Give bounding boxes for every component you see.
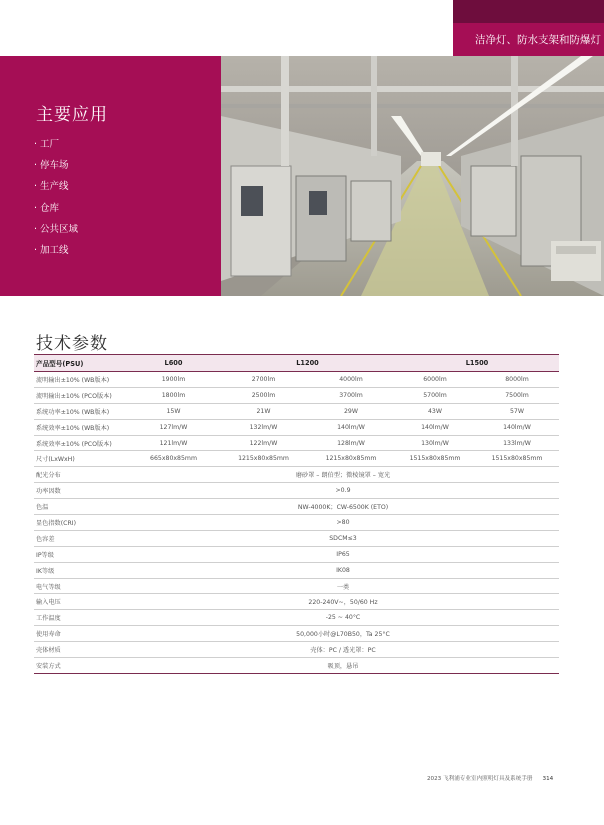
table-cell: 122lm/W bbox=[220, 435, 307, 451]
table-cell: 吸顶，悬吊 bbox=[127, 658, 559, 674]
table-cell: 140lm/W bbox=[395, 419, 475, 435]
table-cell: >0.9 bbox=[127, 483, 559, 499]
application-item: · 仓库 bbox=[34, 202, 60, 214]
table-cell: 15W bbox=[127, 403, 220, 419]
table-cell: 121lm/W bbox=[127, 435, 220, 451]
table-cell: 43W bbox=[395, 403, 475, 419]
table-row bbox=[34, 403, 559, 419]
table-cell: 1515x80x85mm bbox=[475, 451, 559, 467]
row-label: 配光分布 bbox=[34, 467, 127, 483]
table-cell: 21W bbox=[220, 403, 307, 419]
model-header-l1200: L1200 bbox=[220, 355, 395, 372]
table-row bbox=[34, 387, 559, 403]
table-row bbox=[34, 594, 559, 610]
table-cell: 665x80x85mm bbox=[127, 451, 220, 467]
table-row bbox=[34, 483, 559, 499]
table-cell: 1900lm bbox=[127, 372, 220, 388]
table-cell: 50,000小时@L70B50，Ta 25°C bbox=[127, 626, 559, 642]
specs-header-row bbox=[34, 355, 559, 372]
page-footer bbox=[427, 774, 553, 782]
row-label: 安装方式 bbox=[34, 658, 127, 674]
table-cell: -25 ~ 40°C bbox=[127, 610, 559, 626]
table-row bbox=[34, 642, 559, 658]
table-cell: >80 bbox=[127, 515, 559, 531]
application-item: · 公共区域 bbox=[34, 223, 79, 235]
table-cell: 140lm/W bbox=[475, 419, 559, 435]
table-cell: 128lm/W bbox=[307, 435, 395, 451]
row-label: 电气等级 bbox=[34, 578, 127, 594]
row-label: 流明输出±10% (WB版本) bbox=[34, 372, 127, 388]
application-item: · 停车场 bbox=[34, 160, 69, 172]
application-item: · 生产线 bbox=[34, 181, 69, 193]
table-cell: 一类 bbox=[127, 578, 559, 594]
table-row bbox=[34, 435, 559, 451]
applications-title: 主要应用 bbox=[36, 105, 108, 125]
table-row bbox=[34, 578, 559, 594]
specs-title: 技术参数 bbox=[36, 334, 108, 354]
row-label: IK等级 bbox=[34, 562, 127, 578]
row-label: 使用寿命 bbox=[34, 626, 127, 642]
table-row bbox=[34, 530, 559, 546]
table-cell: 2500lm bbox=[220, 387, 307, 403]
row-label: 壳体材质 bbox=[34, 642, 127, 658]
table-cell: 磨砂罩 – 朗伯型；微棱镜罩 – 宽光 bbox=[127, 467, 559, 483]
row-label: 显色指数(CRI) bbox=[34, 515, 127, 531]
category-tab bbox=[453, 0, 604, 56]
table-row bbox=[34, 419, 559, 435]
table-cell: 3700lm bbox=[307, 387, 395, 403]
table-row bbox=[34, 610, 559, 626]
table-cell: IK08 bbox=[127, 562, 559, 578]
table-cell: 133lm/W bbox=[475, 435, 559, 451]
table-cell: 29W bbox=[307, 403, 395, 419]
table-cell: 6000lm bbox=[395, 372, 475, 388]
table-row bbox=[34, 562, 559, 578]
table-cell: 132lm/W bbox=[220, 419, 307, 435]
row-label: 工作温度 bbox=[34, 610, 127, 626]
table-cell: 8000lm bbox=[475, 372, 559, 388]
model-header-l600: L600 bbox=[127, 355, 220, 372]
table-cell: IP65 bbox=[127, 546, 559, 562]
row-label: 系统效率±10% (PCO版本) bbox=[34, 435, 127, 451]
application-item: · 加工线 bbox=[34, 244, 69, 256]
row-label: 系统效率±10% (WB版本) bbox=[34, 419, 127, 435]
table-cell: 220-240V~，50/60 Hz bbox=[127, 594, 559, 610]
row-label: IP等级 bbox=[34, 546, 127, 562]
table-cell: 1800lm bbox=[127, 387, 220, 403]
table-cell: 壳体：PC / 透光罩：PC bbox=[127, 642, 559, 658]
table-cell: 2700lm bbox=[220, 372, 307, 388]
row-label: 系统功率±10% (WB版本) bbox=[34, 403, 127, 419]
table-cell: 4000lm bbox=[307, 372, 395, 388]
table-row bbox=[34, 499, 559, 515]
table-row bbox=[34, 451, 559, 467]
applications-panel bbox=[0, 56, 221, 296]
row-label: 输入电压 bbox=[34, 594, 127, 610]
table-cell: 1215x80x85mm bbox=[220, 451, 307, 467]
table-row bbox=[34, 626, 559, 642]
footer-text: 2023 飞利浦专业室内照明灯具及系统手册 bbox=[427, 776, 533, 782]
row-label: 尺寸(LxWxH) bbox=[34, 451, 127, 467]
row-label: 色温 bbox=[34, 499, 127, 515]
model-header-l1500: L1500 bbox=[395, 355, 559, 372]
table-cell: NW-4000K；CW-6500K (ETO) bbox=[127, 499, 559, 515]
table-cell: 127lm/W bbox=[127, 419, 220, 435]
table-row bbox=[34, 467, 559, 483]
row-label: 功率因数 bbox=[34, 483, 127, 499]
table-cell: 1215x80x85mm bbox=[307, 451, 395, 467]
table-cell: 7500lm bbox=[475, 387, 559, 403]
table-cell: 140lm/W bbox=[307, 419, 395, 435]
table-cell: 1515x80x85mm bbox=[395, 451, 475, 467]
table-row bbox=[34, 515, 559, 531]
factory-corridor-photo bbox=[221, 56, 604, 296]
table-cell: SDCM≤3 bbox=[127, 530, 559, 546]
applications-list bbox=[34, 138, 78, 265]
table-row bbox=[34, 372, 559, 388]
table-row bbox=[34, 658, 559, 674]
row-label: 色容差 bbox=[34, 530, 127, 546]
table-row bbox=[34, 546, 559, 562]
table-cell: 130lm/W bbox=[395, 435, 475, 451]
category-tab-dark-band bbox=[453, 0, 604, 23]
table-cell: 5700lm bbox=[395, 387, 475, 403]
application-item: · 工厂 bbox=[34, 139, 60, 150]
specs-table bbox=[34, 354, 559, 674]
row-label: 流明输出±10% (PCO版本) bbox=[34, 387, 127, 403]
specs-header-label: 产品型号(PSU) bbox=[34, 355, 127, 372]
table-cell: 57W bbox=[475, 403, 559, 419]
category-tab-label: 洁净灯、防水支架和防爆灯 bbox=[475, 34, 601, 46]
page-number: 314 bbox=[542, 776, 554, 782]
